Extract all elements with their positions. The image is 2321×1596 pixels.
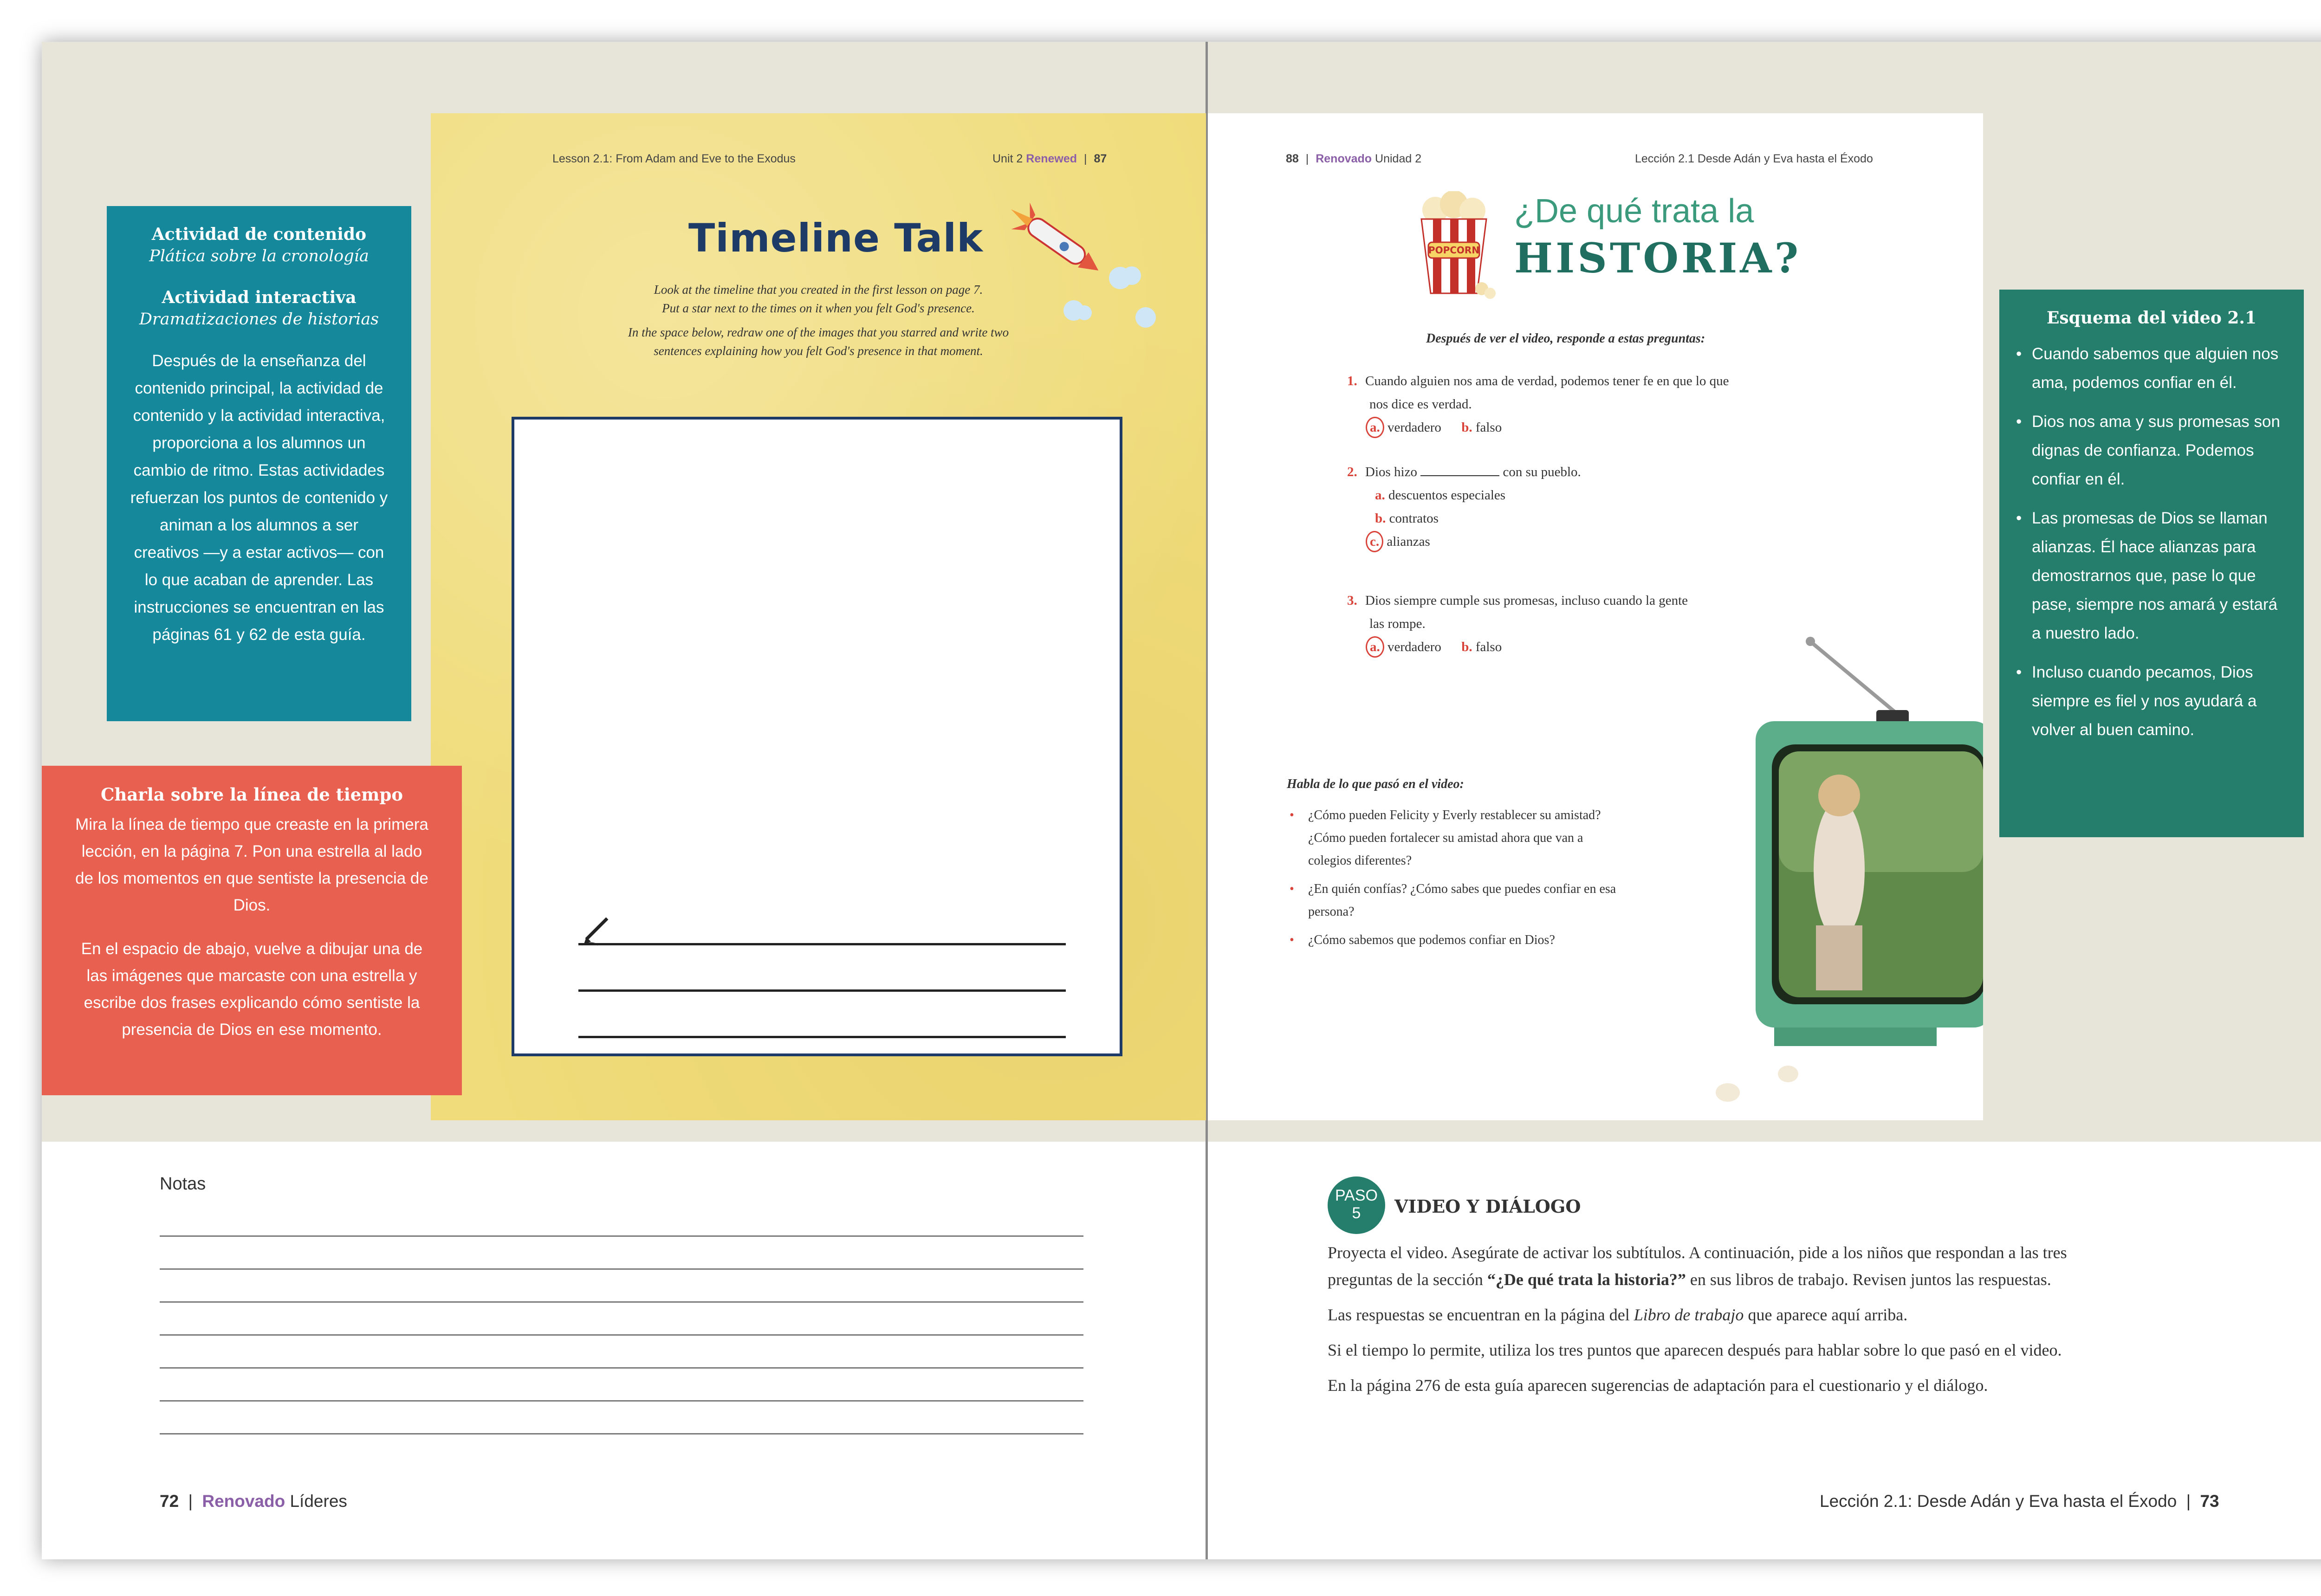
question-2: 2. Dios hizo con su pueblo. a. descuentos especiales b. contratos c. alianzas: [1347, 460, 1858, 553]
instruction-line-4: sentences explaining how you felt God's presence in that moment.: [654, 344, 983, 358]
popcorn-icon: [1407, 191, 1500, 303]
list-item: • ¿Cómo sabemos que podemos confiar en Dios?: [1290, 933, 1555, 947]
notes-label: Notas: [160, 1174, 206, 1194]
running-head: Lección 2.1 Desde Adán y Eva hasta el Éxodo: [1635, 152, 1873, 165]
tv-illustration: [1709, 628, 1983, 1120]
timeline-talk-title: Timeline Talk: [688, 215, 984, 261]
notes-line[interactable]: [160, 1367, 1083, 1369]
questions-instructions: Después de ver el video, responde a estas preguntas:: [1426, 331, 1705, 346]
instruction-line-3: In the space below, redraw one of the images that you starred and write two: [628, 325, 1009, 339]
svg-text:POPCORN: POPCORN: [1428, 245, 1480, 256]
step-badge: PASO 5: [1328, 1176, 1385, 1234]
notes-line[interactable]: [160, 1301, 1083, 1303]
list-item: • ¿Cómo pueden Felicity y Everly restablecer su amistad? ¿Cómo pueden fortalecer su amistad ahora que van a colegios diferentes?: [1290, 808, 1601, 868]
notes-line[interactable]: [160, 1433, 1083, 1434]
right-footer: Lección 2.1: Desde Adán y Eva hasta el Éxodo | 73: [1820, 1492, 2219, 1511]
writing-line[interactable]: [578, 989, 1066, 992]
answer-circle[interactable]: c.: [1366, 531, 1383, 552]
talk-heading: Habla de lo que pasó en el video:: [1287, 777, 1464, 791]
question-1: 1. Cuando alguien nos ama de verdad, podemos tener fe en que lo que nos dice es verdad. a. verdadero b. falso: [1347, 369, 1858, 439]
list-item: • ¿En quién confías? ¿Cómo sabes que puedes confiar en esa persona?: [1290, 882, 1616, 919]
running-head: Lesson 2.1: From Adam and Eve to the Exodus: [552, 152, 796, 165]
left-footer: 72 | Renovado Líderes: [160, 1492, 347, 1511]
story-title-line2: HISTORIA?: [1514, 234, 1802, 282]
answer-circle[interactable]: a.: [1366, 417, 1384, 438]
talk-list: [1287, 804, 1621, 951]
answer-circle[interactable]: a.: [1366, 636, 1384, 658]
content-activity-body: Después de la enseñanza del contenido principal, la actividad de contenido y la actividad interactiva, proporciona a los alumnos un cambio de ritmo. Estas actividades refuerzan los puntos de contenido y animan a los alumnos a ser creativos —y a estar activos— con lo que acaban de aprender. Las instrucciones se encuentran en las páginas 61 y 62 de esta guía.: [130, 352, 388, 644]
instruction-line-1: Look at the timeline that you created in the first lesson on page 7.: [654, 283, 983, 297]
video-outline-list: [2013, 340, 2290, 744]
list-item: • Dios nos ama y sus promesas son dignas de confianza. Podemos confiar en él.: [2013, 407, 2290, 494]
video-outline-box: Esquema del video 2.1 • Cuando sabemos que alguien nos ama, podemos confiar en él. • Dios nos ama y sus promesas son dignas de confianza. Podemos confiar en él. • Las promesas de Dios se llaman alianzas. Él hace alianzas para demostrarnos que, pase lo que pase, siempre nos amará y estará a nuestro lado. • Incluso cuando pecamos, Dios siempre es fiel y nos ayudará a volver al buen camino.: [1999, 290, 2304, 837]
list-item: • Cuando sabemos que alguien nos ama, podemos confiar en él.: [2013, 340, 2290, 397]
timeline-talk-box: Charla sobre la línea de tiempo Mira la línea de tiempo que creaste en la primera lección, en la página 7. Pon una estrella al lado de los momentos en que sentiste la presencia de Dios. En el espacio de abajo, vuelve a dibujar una de las imágenes que marcaste con una estrella y escribe dos frases explicando cómo sentiste la presencia de Dios en ese momento.: [42, 766, 462, 1095]
book-spread: [42, 42, 2321, 1559]
notes-line[interactable]: [160, 1400, 1083, 1402]
content-activity-box: Actividad de contenido Plática sobre la cronología Actividad interactiva Dramatizaciones de historias Después de la enseñanza del contenido principal, la actividad de contenido y la actividad interactiva, proporciona a los alumnos un cambio de ritmo. Estas actividades refuerzan los puntos de contenido y animan a los alumnos a ser creativos —y a estar activos— con lo que acaban de aprender. Las instrucciones se encuentran en las páginas 61 y 62 de esta guía.: [107, 206, 411, 721]
instruction-line-2: Put a star next to the times on it when you felt God's presence.: [662, 301, 975, 315]
list-item: • Las promesas de Dios se llaman alianzas. Él hace alianzas para demostrarnos que, pase lo que pase, siempre nos amará y estará a nuestro lado.: [2013, 504, 2290, 648]
notes-line[interactable]: [160, 1334, 1083, 1336]
workbook-page-88: [1208, 113, 1983, 1120]
step-body: Proyecta el video. Asegúrate de activar los subtítulos. A continuación, pide a los niños que respondan a las tres preguntas de la sección “¿De qué trata la historia?” en sus libros de trabajo. Revisen juntos las respuestas. Las respuestas se encuentran en la página del Libro de trabajo que aparece aquí arriba. Si el tiempo lo permite, utiliza los tres puntos que aparecen después para hablar sobre lo que pasó en el video. En la página 276 de esta guía aparecen sugerencias de adaptación para el cuestionario y el diálogo.: [1328, 1243, 2067, 1395]
writing-line[interactable]: [578, 1036, 1066, 1038]
page-number-87: Unit 2 Renewed | 87: [992, 152, 1107, 165]
notes-line[interactable]: [160, 1268, 1083, 1270]
step-title: VIDEO Y DIÁLOGO: [1394, 1196, 1581, 1217]
notes-line[interactable]: [160, 1235, 1083, 1237]
question-3: 3. Dios siempre cumple sus promesas, incluso cuando la gente las rompe. a. verdadero b. falso: [1347, 589, 1858, 659]
writing-line[interactable]: [578, 943, 1066, 945]
page-number-88: 88 | Renovado Unidad 2: [1286, 152, 1422, 165]
story-title-line1: ¿De qué trata la: [1514, 193, 1754, 230]
drawing-box[interactable]: [512, 417, 1122, 1056]
list-item: • Incluso cuando pecamos, Dios siempre es fiel y nos ayudará a volver al buen camino.: [2013, 658, 2290, 744]
blank[interactable]: [1420, 475, 1499, 476]
